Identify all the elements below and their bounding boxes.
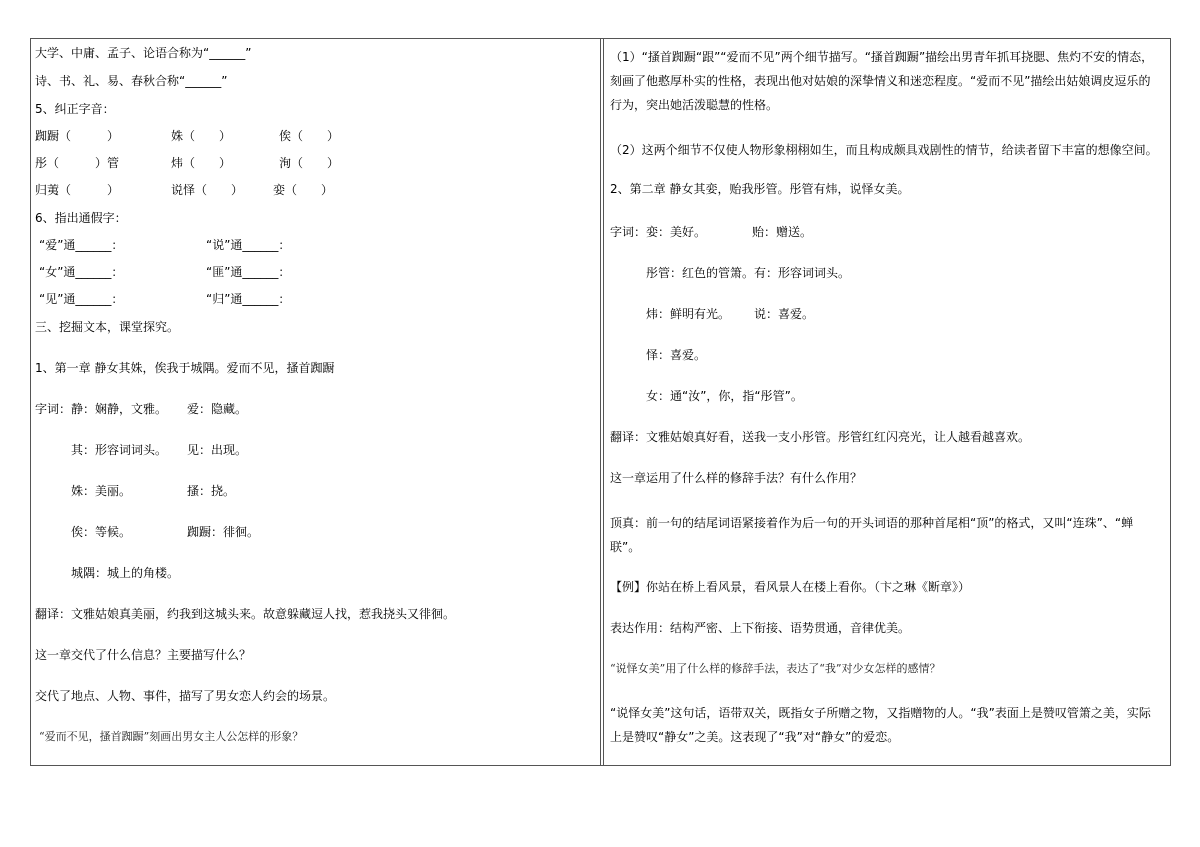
chapter-heading: 1、第一章 静女其姝，俟我于城隅。爱而不见，搔首踟蹰: [35, 361, 335, 375]
loanword-item: “说”通______：: [206, 238, 291, 252]
right-column: [603, 39, 1170, 765]
vocab-item: 怿：喜爱。: [646, 348, 707, 362]
analysis-paragraph: （2）这两个细节不仅使人物形象栩栩如生，而且构成颇具戏剧性的情节，给读者留下丰富的想像空间。: [610, 143, 1158, 157]
worksheet-table: [30, 38, 1171, 766]
left-column: [31, 39, 601, 765]
chapter-heading: 2、第二章 静女其娈，贻我彤管。彤管有炜，说怿女美。: [610, 182, 910, 196]
vocab-item: 姝：美丽。: [71, 484, 132, 498]
answer: 交代了地点、人物、事件，描写了男女恋人约会的场景。: [35, 689, 336, 703]
pronunciation-item: 说怿（ ）: [171, 183, 244, 197]
section-heading: 5、纠正字音：: [35, 102, 115, 116]
text-line: 大学、中庸、孟子、论语合称为“______”: [35, 46, 252, 60]
answer: 表达作用：结构严密、上下衔接、语势贯通，音律优美。: [610, 621, 911, 635]
vocab-item: 其：形容词词头。: [71, 443, 168, 457]
loanword-item: “爱”通______：: [39, 238, 124, 252]
vocab-item: 俟：等候。: [71, 525, 132, 539]
pronunciation-item: 娈（ ）: [273, 183, 334, 197]
pronunciation-item: 俟（ ）: [279, 129, 340, 143]
vocab-item: 字词：娈：美好。: [610, 225, 707, 239]
question: “说怿女美”用了什么样的修辞手法，表达了“我”对少女怎样的感情？: [610, 662, 941, 675]
question: 这一章运用了什么样的修辞手法？有什么作用？: [610, 471, 863, 485]
example: 【例】你站在桥上看风景，看风景人在楼上看你。（卞之琳《断章》）: [610, 580, 971, 594]
pronunciation-item: 姝（ ）: [171, 129, 232, 143]
loanword-item: “匪”通______：: [206, 265, 291, 279]
vocab-item: 搔：挠。: [187, 484, 236, 498]
vocab-item: 见：出现。: [187, 443, 248, 457]
vocab-item: 彤管：红色的管箫。有：形容词词头。: [646, 266, 851, 280]
pronunciation-item: 彤（ ）管: [35, 156, 120, 170]
text-line: 诗、书、礼、易、春秋合称“______”: [35, 74, 228, 88]
vocab-item: 字词：静：娴静，文雅。: [35, 402, 168, 416]
vocab-item: 贻：赠送。: [752, 225, 813, 239]
vocab-item: 踟蹰：徘徊。: [187, 525, 260, 539]
vocab-item: 爱：隐藏。: [187, 402, 248, 416]
pronunciation-item: 洵（ ）: [279, 156, 340, 170]
vocab-item: 说：喜爱。: [754, 307, 815, 321]
loanword-item: “女”通______：: [39, 265, 124, 279]
translation: 翻译：文雅姑娘真美丽，约我到这城头来。故意躲藏逗人找，惹我挠头又徘徊。: [35, 607, 456, 621]
vocab-item: 炜：鲜明有光。: [646, 307, 731, 321]
pronunciation-item: 踟蹰（ ）: [35, 129, 120, 143]
answer: “说怿女美”这句话，语带双关，既指女子所赠之物，又指赠物的人。“我”表面上是赞叹管箫之美，实际上是赞叹“静女”之美。这表现了“我”对“静女”的爱恋。: [610, 706, 1151, 744]
question: “爱而不见，搔首踟蹰”刻画出男女主人公怎样的形象？: [39, 730, 304, 743]
section-heading: 三、挖掘文本，课堂探究。: [35, 320, 180, 334]
vocab-item: 城隅：城上的角楼。: [71, 566, 180, 580]
definition: 顶真：前一句的结尾词语紧接着作为后一句的开头词语的那种首尾相“顶”的格式，又叫“连珠”、“蝉联”。: [610, 516, 1134, 554]
vocab-item: 女：通“汝”，你，指“彤管”。: [646, 389, 803, 403]
pronunciation-item: 炜（ ）: [171, 156, 232, 170]
loanword-item: “归”通______：: [206, 292, 291, 306]
section-heading: 6、指出通假字：: [35, 211, 127, 225]
question: 这一章交代了什么信息？主要描写什么？: [35, 648, 252, 662]
analysis-paragraph: （1）“搔首踟蹰“跟”“爱而不见”两个细节描写。“搔首踟蹰”描绘出男青年抓耳挠腮、焦灼不安的情态，刻画了他憨厚朴实的性格，表现出他对姑娘的深挚情义和迷恋程度。“爱而不见”描绘出姑娘调皮逗乐的行为，突出她活泼聪慧的性格。: [610, 50, 1154, 112]
pronunciation-item: 归荑（ ）: [35, 183, 120, 197]
loanword-item: “见”通______：: [39, 292, 124, 306]
translation: 翻译：文雅姑娘真好看，送我一支小彤管。彤管红红闪亮光，让人越看越喜欢。: [610, 430, 1031, 444]
